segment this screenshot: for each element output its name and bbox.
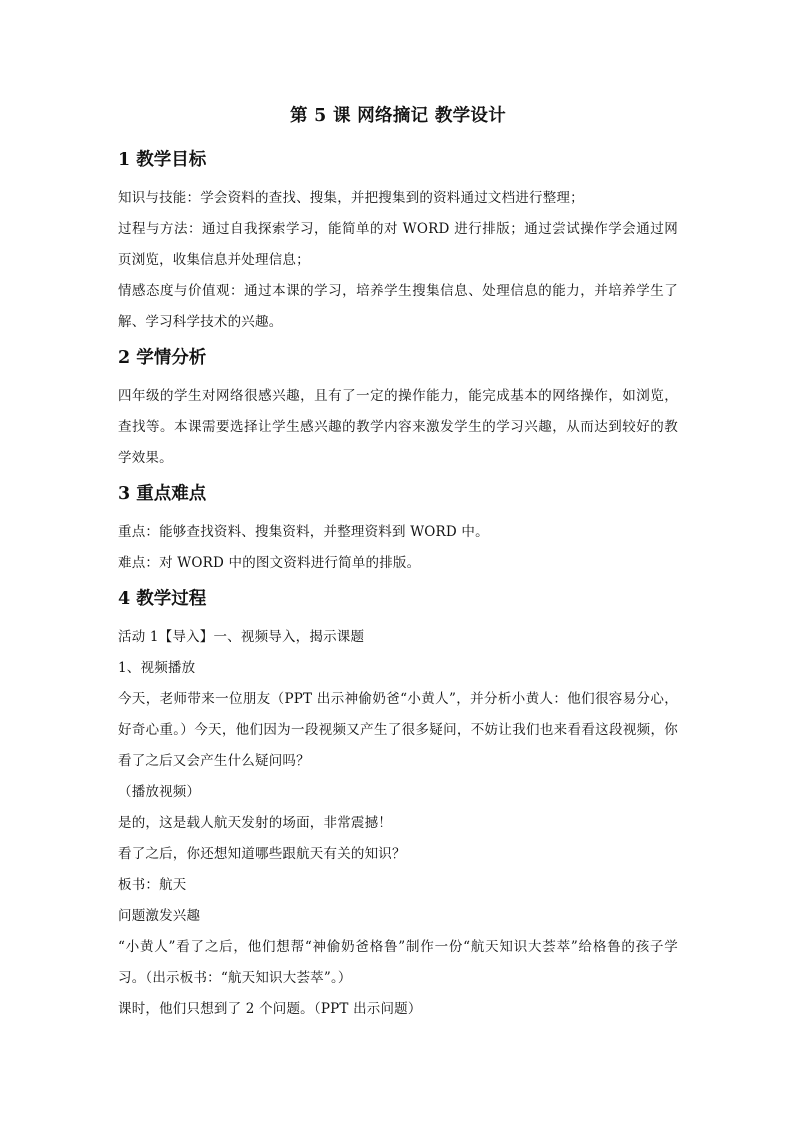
section-key-points	[118, 480, 678, 579]
paragraph: 四年级的学生对网络很感兴趣，且有了一定的操作能力，能完成基本的网络操作，如浏览，查找等。本课需要选择让学生感兴趣的教学内容来激发学生的学习兴趣，从而达到较好的教学效果。	[118, 388, 678, 466]
document-page	[118, 103, 678, 1031]
paragraph: 是的，这是载人航天发射的场面，非常震撼！	[118, 815, 392, 831]
paragraph: 活动 1【导入】一、视频导入，揭示课题	[118, 629, 365, 645]
section-heading: 3 重点难点	[118, 484, 207, 504]
section-teaching-objectives	[118, 146, 678, 338]
paragraph: 看了之后，你还想知道哪些跟航天有关的知识？	[118, 846, 406, 862]
paragraph: 难点：对 WORD 中的图文资料进行简单的排版。	[118, 555, 421, 571]
paragraph: 情感态度与价值观：通过本课的学习，培养学生搜集信息、处理信息的能力，并培养学生了解、学习科学技术的兴趣。	[118, 283, 678, 330]
paragraph: 知识与技能：学会资料的查找、搜集，并把搜集到的资料通过文档进行整理；	[118, 190, 584, 206]
paragraph: 今天，老师带来一位朋友（PPT 出示神偷奶爸“小黄人”，并分析小黄人：他们很容易分心，好奇心重。）今天，他们因为一段视频又产生了很多疑问，不妨让我们也来看看这段视频，你看了之后又会产生什么疑问吗？	[118, 691, 678, 769]
section-heading: 1 教学目标	[118, 150, 207, 170]
section-heading: 2 学情分析	[118, 348, 207, 368]
paragraph: 1、视频播放	[118, 660, 196, 676]
document-title: 第 5 课 网络摘记 教学设计	[289, 106, 507, 126]
paragraph: 课时，他们只想到了 2 个问题。（PPT 出示问题）	[118, 1001, 422, 1017]
paragraph: （播放视频）	[118, 784, 201, 800]
section-student-analysis	[118, 344, 678, 474]
paragraph: 板书：航天	[118, 877, 187, 893]
section-teaching-process	[118, 585, 678, 1025]
section-heading: 4 教学过程	[118, 589, 207, 609]
paragraph: “小黄人”看了之后，他们想帮“神偷奶爸格鲁”制作一份“航天知识大荟萃”给格鲁的孩子学习。（出示板书：“航天知识大荟萃”。）	[118, 939, 678, 986]
paragraph: 重点：能够查找资料、搜集资料，并整理资料到 WORD 中。	[118, 524, 489, 540]
paragraph: 问题激发兴趣	[118, 908, 201, 924]
paragraph: 过程与方法：通过自我探索学习，能简单的对 WORD 进行排版；通过尝试操作学会通过网页浏览，收集信息并处理信息；	[118, 221, 678, 268]
